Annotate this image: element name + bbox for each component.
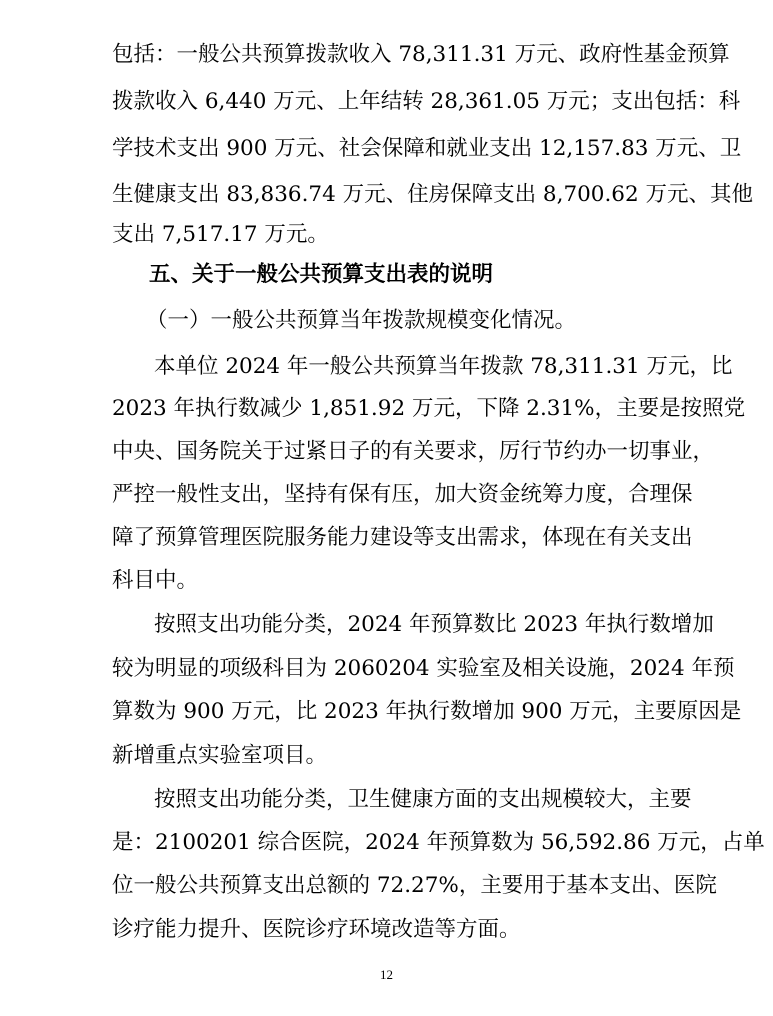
- page-number: 12: [380, 967, 393, 982]
- paragraph-line: 2023 年执行数减少 1,851.92 万元，下降 2.31%，主要是按照党: [112, 396, 746, 421]
- paragraph-line: 严控一般性支出，坚持有保有压，加大资金统筹力度，合理保: [112, 482, 693, 507]
- paragraph-line: 按照支出功能分类，卫生健康方面的支出规模较大，主要: [154, 787, 692, 812]
- paragraph-line: 新增重点实验室项目。: [112, 743, 328, 768]
- paragraph-line: 本单位 2024 年一般公共预算当年拨款 78,311.31 万元，比: [154, 354, 733, 379]
- subsection-heading: （一）一般公共预算当年拨款规模变化情况。: [146, 308, 577, 333]
- section-heading: 五、关于一般公共预算支出表的说明: [149, 262, 494, 287]
- paragraph-line: 障了预算管理医院服务能力建设等支出需求，体现在有关支出: [112, 525, 693, 550]
- paragraph-line: 中央、国务院关于过紧日子的有关要求，厉行节约办一切事业，: [112, 439, 715, 464]
- paragraph-line: 学技术支出 900 万元、社会保障和就业支出 12,157.83 万元、卫: [112, 136, 742, 161]
- paragraph-line: 支出 7,517.17 万元。: [112, 222, 329, 247]
- paragraph-line: 诊疗能力提升、医院诊疗环境改造等方面。: [112, 917, 521, 942]
- paragraph-line: 位一般公共预算支出总额的 72.27%，主要用于基本支出、医院: [112, 873, 717, 898]
- paragraph-line: 按照支出功能分类，2024 年预算数比 2023 年执行数增加: [154, 612, 714, 637]
- paragraph-line: 是：2100201 综合医院，2024 年预算数为 56,592.86 万元，占单: [112, 830, 765, 855]
- paragraph-line: 算数为 900 万元，比 2023 年执行数增加 900 万元，主要原因是: [112, 699, 742, 724]
- paragraph-line: 较为明显的项级科目为 2060204 实验室及相关设施，2024 年预: [112, 656, 735, 681]
- paragraph-line: 拨款收入 6,440 万元、上年结转 28,361.05 万元；支出包括：科: [112, 89, 741, 114]
- paragraph-line: 科目中。: [112, 568, 199, 593]
- paragraph-line: 生健康支出 83,836.74 万元、住房保障支出 8,700.62 万元、其他: [112, 182, 754, 207]
- paragraph-line: 包括：一般公共预算拨款收入 78,311.31 万元、政府性基金预算: [112, 42, 730, 67]
